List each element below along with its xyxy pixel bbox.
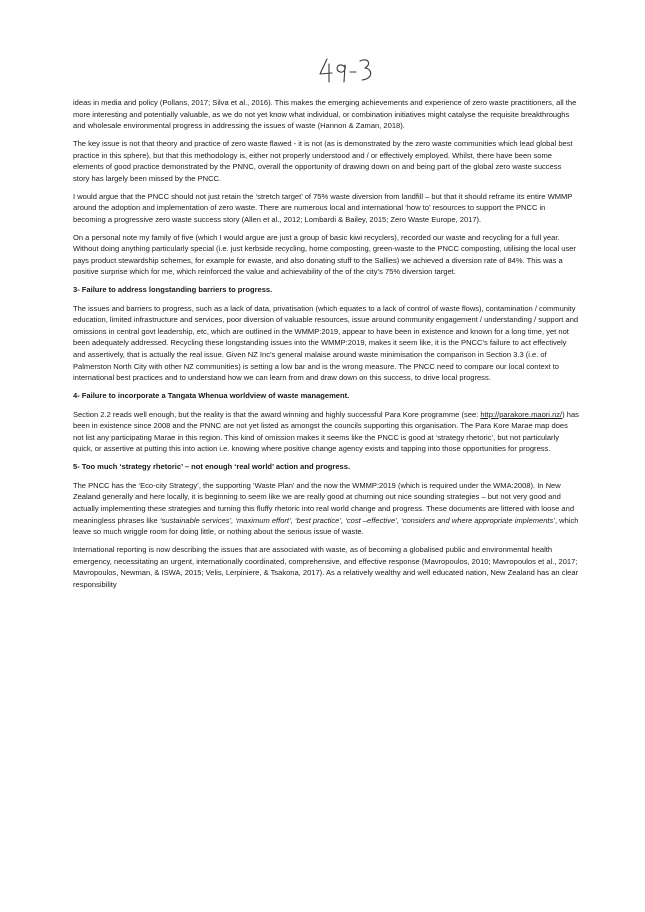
section-heading-4: 4- Failure to incorporate a Tangata Whenua worldview of waste management. [73,391,350,400]
section-heading-5: 5- Too much ‘strategy rhetoric’ – not enough ‘real world’ action and progress. [73,462,351,472]
paragraph: The issues and barriers to progress, such as a lack of data, privatisation (which equates to a lack of control of waste flows), contamination / community education, limited infrastructure and services, poor diversion of valuable resources, issue around community engagement / understanding / support and omissions in central govt leadership, etc, which are outlined in the WMMP:2019, appear to have been in existence and known for a long time, yet not been adequately addressed. Recycling these longstanding issues into the WMMP:2019, makes it seem like, it is the PNCC’s failure to act effectively and assertively, that is actually the real issue. Given NZ Inc’s general malaise around waste minimisation the comparison in Section 3.3 (i.e. of Palmerston North City with other NZ communities) is setting a low bar and is the wrong measure. The PNCC need to compare our local context to international best practices and to understand how we can learn from and draw down on this success, to drive local progress. [73,303,579,383]
paragraph: The key issue is not that theory and practice of zero waste flawed - it is not (as is demonstrated by the zero waste communities which lead global best practice in this sphere), but that this methodology is, either not properly understood and / or effectively employed. Whilst, there have been some elements of good practice demonstrated by the PNNC, overall the opportunity of drawing down on and being part of the global zero waste success story has largely been missed by the PNCC. [73,138,573,183]
text-run: , which leave so much wriggle room for doing little, or nothing about the serious issue of waste. [73,515,579,537]
paragraph: On a personal note my family of five (which I would argue are just a group of basic kiwi recyclers), recorded our waste and recycling for a full year. Without doing anything particularly special (i.e. just kerbside recycling, home composting, green-waste to the PNCC composting, utilising the local user pays product stewardship schemes, for example for ewaste, and also donating stuff to the Sallies) we achieved a diversion rate of 84%. This was a positive surprise which for me, which reinforced the value and achievability of the of the city’s 75% diversion target. [73,232,576,277]
paragraph: I would argue that the PNCC should not just retain the ‘stretch target’ of 75% waste diversion from landfill – but that it should reframe its entire WMMP around the adoption and implementation of zero waste. There are numerous local and international ‘how to’ resources to support the PNCC in becoming a progressive zero waste success story (Allen et al., 2012; Lombardi & Bailey, 2015; Zero Waste Europe, 2017). [73,191,573,224]
handwritten-49-3-mark [0,52,645,86]
text-run: ) has been in existence since 2008 and the PNNC are not yet listed as amongst the councils supporting this organisation. The Para Kore Marae map does not list any participating Marae in this region. This kind of omission makes it seems like the PNCC is good at ‘strategy rhetoric’, but not particularly quick, or assertive at putting this into action i.e. knowing where positive change agency exists and tapping into those opportunities for progress. [73,409,579,454]
text-run: The PNCC has the ‘Eco-city Strategy’, the supporting ‘Waste Plan’ and the now the WMMP:2019 (which is required under the WMA:2008). In New Zealand generally and here locally, it is beginning to seem like we are really good at churning out nice sounding strategies – but not very good and actually implementing these strategies and turning this fluffy rhetoric into real world change and progress. These documents are littered with loose and meaningless phrases like [73,480,575,525]
parakore-link[interactable]: http://parakore.maori.nz/ [480,409,563,419]
paragraph [73,409,579,455]
text-run: Section 2.2 reads well enough, but the reality is that the award winning and highly successful Para Kore programme (see: [73,409,481,419]
italic-phrases: ‘sustainable services’, ‘maximum effort’, ‘best practice’, ‘cost –effective’, ‘considers and where appropriate implements’ [159,515,555,525]
paragraph [73,480,579,538]
document-body [73,97,579,596]
section-heading-3: 3- Failure to address longstanding barriers to progress. [73,285,273,295]
paragraph: International reporting is now describing the issues that are associated with waste, as of becoming a globalised public and environmental health emergency, necessitating an urgent, internationally coordinated, comprehensive, and effective response (Mavropoulos, 2010; Mavropoulos et al., 2017; Mavropoulos, Newman, & ISWA, 2015; Velis, Lerpiniere, & Tsakona, 2017). As a relatively wealthy and well educated nation, New Zealand has an clear responsibility [73,544,579,589]
handwritten-page-number [0,52,645,86]
paragraph: ideas in media and policy (Pollans, 2017; Silva et al., 2016). This makes the emerging achievements and experience of zero waste practitioners, all the more interesting and potentially valuable, as we do not yet know what individual, or combination initiatives might catalyse the requisite breakthroughs and wholesale environmental progress in addressing the issues of waste (Hannon & Zaman, 2018). [73,98,577,131]
